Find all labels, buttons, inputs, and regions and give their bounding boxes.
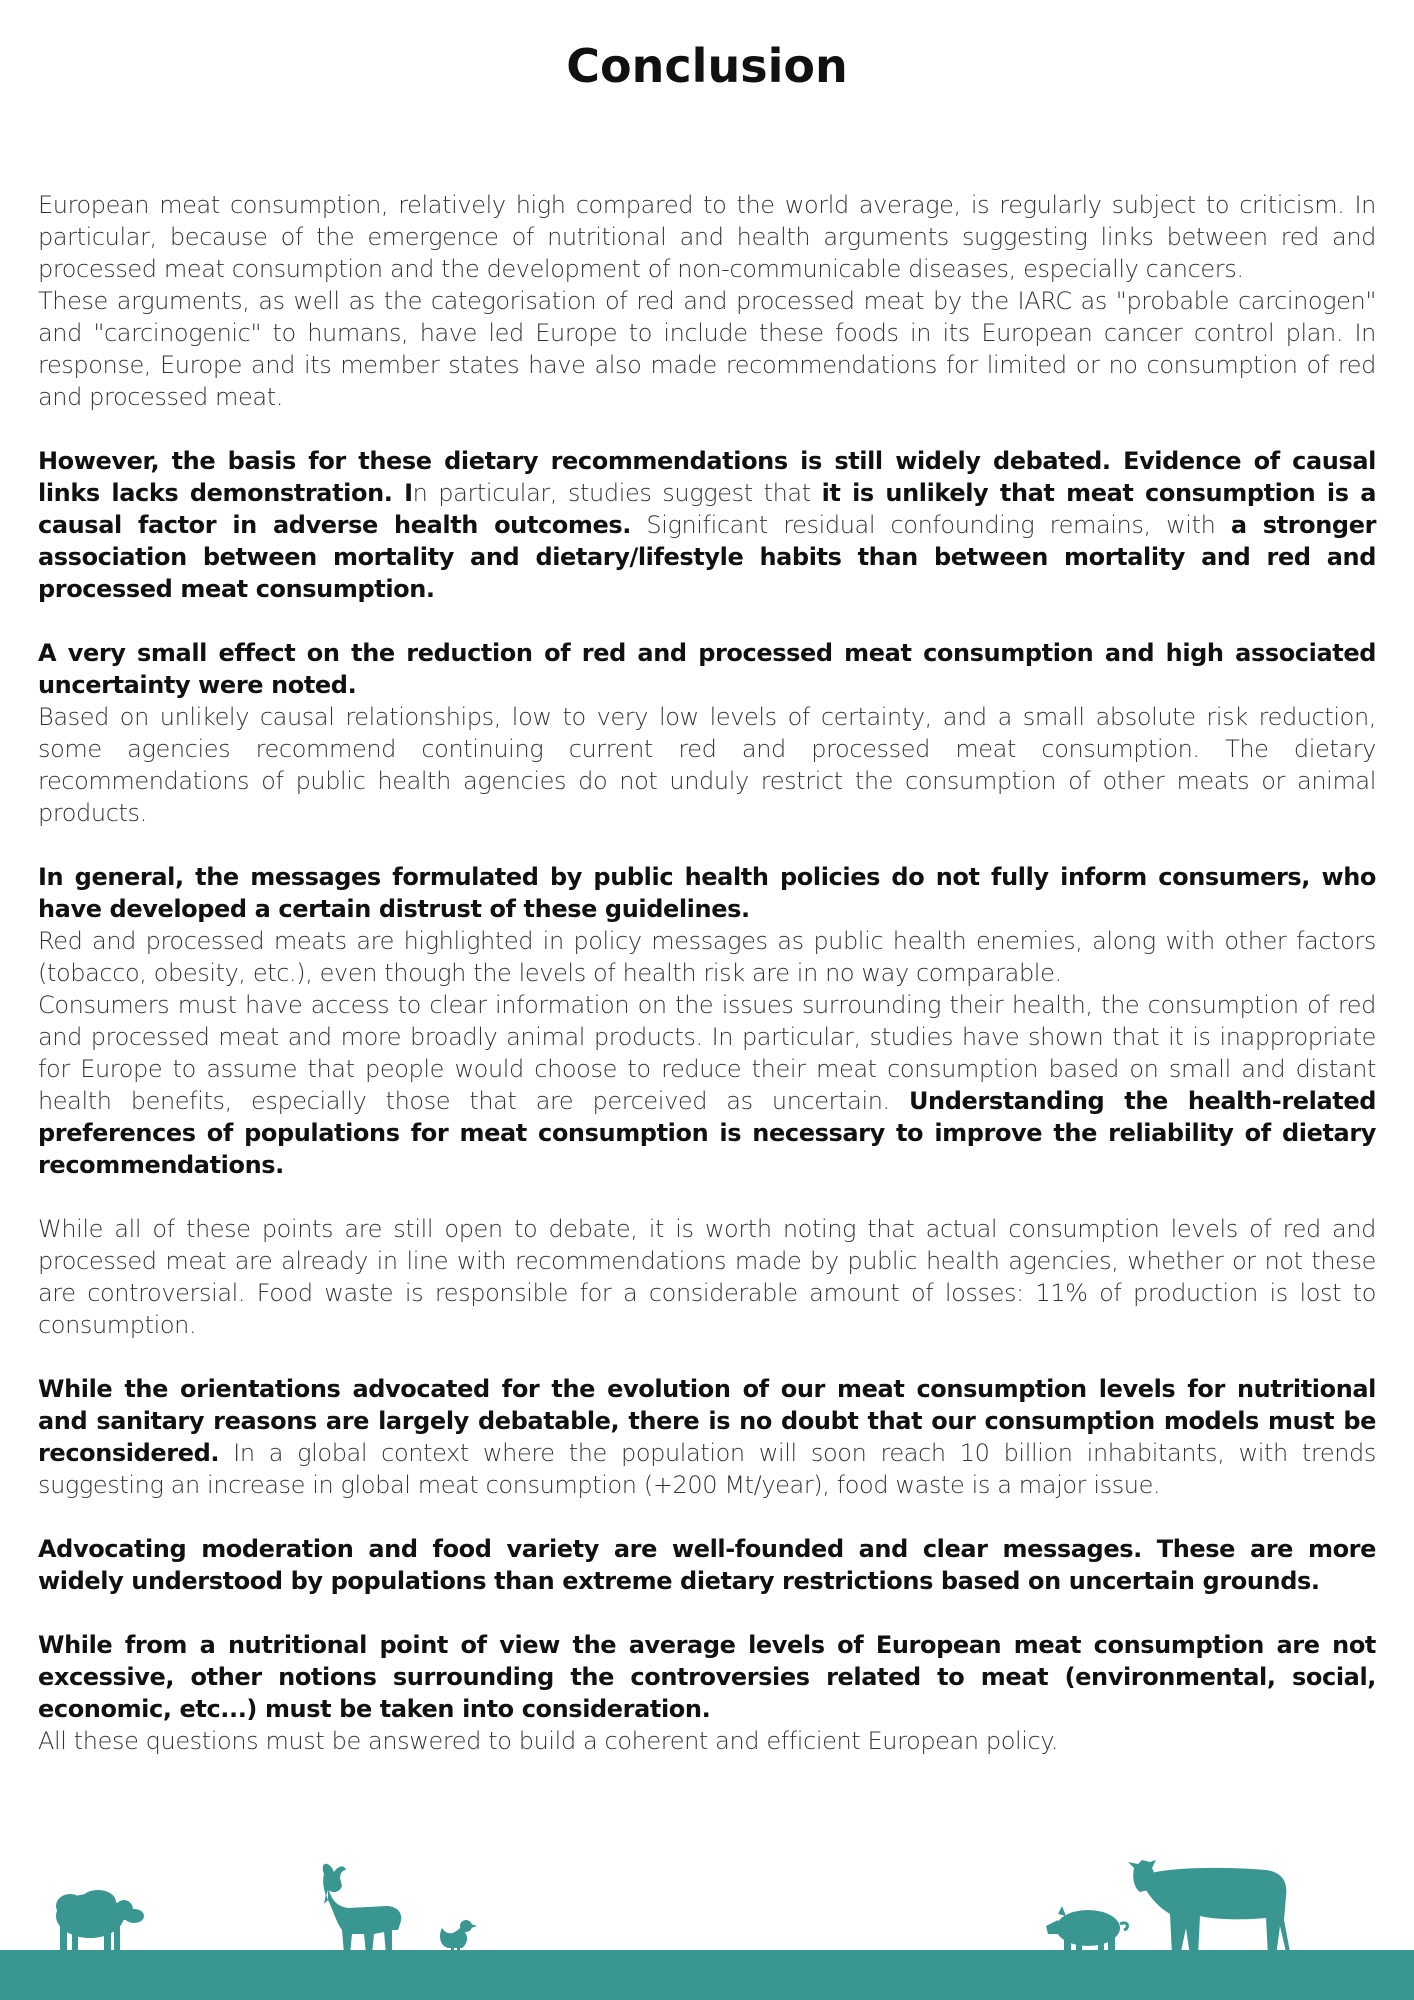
bold-text-run: Advocating moderation and food variety are well-founded and clear messages. These are more widely understood by populations than extreme dietary restrictions based on uncertain grounds. <box>38 1535 1376 1595</box>
paragraph <box>38 189 1376 285</box>
bold-text-run: In general, the messages formulated by public health policies do not fully inform consumers, who have developed a certain distrust of these guidelines. <box>38 863 1376 923</box>
text-run: European meat consumption, relatively high compared to the world average, is regularly subject to criticism. In particular, because of the emergence of nutritional and health arguments suggesting links between red and processed meat consumption and the development of non-communicable diseases, especially cancers. <box>38 191 1376 283</box>
goat-icon <box>312 1860 408 1956</box>
paragraph <box>38 1213 1376 1341</box>
text-run: n particular, studies suggest that <box>412 479 822 507</box>
paragraph <box>38 1373 1376 1501</box>
paragraph <box>38 861 1376 925</box>
pig-icon <box>1044 1904 1130 1956</box>
bold-text-run: a stronger association between mortality and dietary/lifestyle habits than between mortality and red and processed meat consumption. <box>38 511 1377 603</box>
bold-text-run: While from a nutritional point of view the average levels of European meat consumption are not excessive, other notions surrounding the controversies related to meat (environmental, social, economic, etc...) must be taken into consideration. <box>38 1631 1376 1723</box>
text-run: All these questions must be answered to build a coherent and efficient European policy. <box>38 1727 1058 1755</box>
paragraph <box>38 445 1376 605</box>
paragraph <box>38 1629 1376 1725</box>
text-run: These arguments, as well as the categorisation of red and processed meat by the IARC as "probable carcinogen" and "carcinogenic" to humans, have led Europe to include these foods in its European cancer control plan. In response, Europe and its member states have also made recommendations for limited or no consumption of red and processed meat. <box>38 287 1376 411</box>
paragraph <box>38 1725 1376 1757</box>
footer-band <box>0 1950 1414 2000</box>
paragraph <box>38 989 1376 1181</box>
bold-text-run: While the orientations advocated for the evolution of our meat consumption levels for nutritional and sanitary reasons are largely debatable, there is no doubt that our consumption models must be reconsidered. <box>38 1375 1376 1467</box>
text-run: While all of these points are still open to debate, it is worth noting that actual consumption levels of red and processed meat are already in line with recommendations made by public health agencies, whether or not these are controversial. Food waste is responsible for a considerable amount of losses: 11% of production is lost to consumption. <box>38 1215 1376 1339</box>
text-run: Based on unlikely causal relationships, low to very low levels of certainty, and a small absolute risk reduction, some agencies recommend continuing current red and processed meat consumption. The dietary recommendations of public health agencies do not unduly restrict the consumption of other meats or animal products. <box>38 703 1376 827</box>
sheep-icon <box>50 1884 146 1956</box>
bold-text-run: Understanding the health-related preferences of populations for meat consumption is necessary to improve the reliability of dietary recommendations. <box>38 1087 1376 1179</box>
bold-text-run: However, the basis for these dietary recommendations is still widely debated. Evidence of causal links lacks demonstration. I <box>38 447 1376 507</box>
bold-text-run: it is unlikely that meat consumption is a causal factor in adverse health outcomes. <box>38 479 1376 539</box>
paragraph <box>38 701 1376 829</box>
paragraph <box>38 637 1376 701</box>
text-run: In a global context where the population will soon reach 10 billion inhabitants, with trends suggesting an increase in global meat consumption (+200 Mt/year), food waste is a major issue. <box>38 1439 1376 1499</box>
conclusion-body <box>38 189 1376 1757</box>
bold-text-run: A very small effect on the reduction of red and processed meat consumption and high associated uncertainty were noted. <box>38 639 1376 699</box>
text-run: Consumers must have access to clear information on the issues surrounding their health, the consumption of red and processed meat and more broadly animal products. In particular, studies have shown that it is inappropriate for Europe to assume that people would choose to reduce their meat consumption based on small and distant health benefits, especially those that are perceived as uncertain. <box>38 991 1376 1115</box>
cow-icon <box>1126 1856 1292 1956</box>
page-title: Conclusion <box>566 39 848 93</box>
text-run: Red and processed meats are highlighted in policy messages as public health enemies, along with other factors (tobacco, obesity, etc.), even though the levels of health risk are in no way comparable. <box>38 927 1376 987</box>
paragraph <box>38 1533 1376 1597</box>
paragraph <box>38 925 1376 989</box>
paragraph <box>38 285 1376 413</box>
text-run: Significant residual confounding remains, with <box>630 511 1231 539</box>
